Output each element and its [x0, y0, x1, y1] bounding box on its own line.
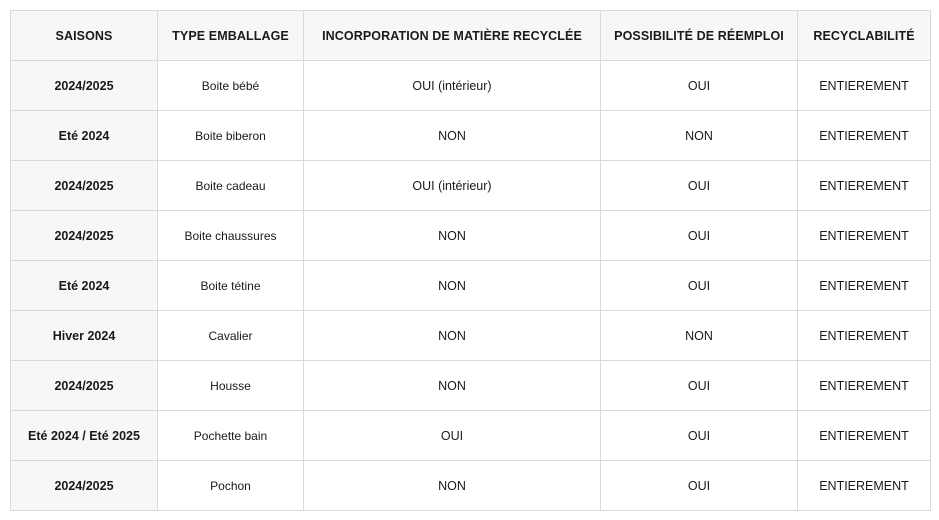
cell-reuse-possibility: OUI	[601, 361, 798, 411]
cell-season: Eté 2024	[11, 111, 158, 161]
cell-packaging-type: Boite bébé	[158, 61, 304, 111]
cell-packaging-type: Cavalier	[158, 311, 304, 361]
cell-recycled-material: NON	[304, 311, 601, 361]
table-row	[11, 311, 931, 361]
cell-season: 2024/2025	[11, 361, 158, 411]
cell-recyclability: ENTIEREMENT	[798, 211, 931, 261]
cell-recyclability: ENTIEREMENT	[798, 411, 931, 461]
cell-recyclability: ENTIEREMENT	[798, 261, 931, 311]
cell-recycled-material: OUI (intérieur)	[304, 161, 601, 211]
cell-reuse-possibility: OUI	[601, 61, 798, 111]
table-body	[11, 61, 931, 511]
cell-season: Eté 2024	[11, 261, 158, 311]
cell-recyclability: ENTIEREMENT	[798, 61, 931, 111]
header-recycled-material: INCORPORATION DE MATIÈRE RECYCLÉE	[304, 11, 601, 61]
cell-reuse-possibility: NON	[601, 111, 798, 161]
cell-packaging-type: Boite cadeau	[158, 161, 304, 211]
cell-season: 2024/2025	[11, 61, 158, 111]
cell-recycled-material: NON	[304, 261, 601, 311]
cell-reuse-possibility: OUI	[601, 161, 798, 211]
cell-recycled-material: OUI (intérieur)	[304, 61, 601, 111]
cell-reuse-possibility: OUI	[601, 211, 798, 261]
cell-recyclability: ENTIEREMENT	[798, 461, 931, 511]
cell-season: 2024/2025	[11, 211, 158, 261]
header-reuse-possibility: POSSIBILITÉ DE RÉEMPLOI	[601, 11, 798, 61]
cell-reuse-possibility: OUI	[601, 411, 798, 461]
packaging-table-container	[10, 10, 930, 511]
cell-packaging-type: Housse	[158, 361, 304, 411]
cell-reuse-possibility: NON	[601, 311, 798, 361]
table-row	[11, 261, 931, 311]
header-recyclability: RECYCLABILITÉ	[798, 11, 931, 61]
table-row	[11, 461, 931, 511]
table-row	[11, 111, 931, 161]
packaging-table	[10, 10, 931, 511]
table-header	[11, 11, 931, 61]
header-packaging-type: TYPE EMBALLAGE	[158, 11, 304, 61]
cell-recyclability: ENTIEREMENT	[798, 311, 931, 361]
cell-season: 2024/2025	[11, 461, 158, 511]
table-row	[11, 161, 931, 211]
cell-packaging-type: Boite chaussures	[158, 211, 304, 261]
cell-reuse-possibility: OUI	[601, 261, 798, 311]
table-row	[11, 361, 931, 411]
table-row	[11, 211, 931, 261]
cell-packaging-type: Pochette bain	[158, 411, 304, 461]
cell-recyclability: ENTIEREMENT	[798, 111, 931, 161]
cell-recycled-material: NON	[304, 461, 601, 511]
cell-recycled-material: NON	[304, 361, 601, 411]
table-row	[11, 61, 931, 111]
cell-recycled-material: NON	[304, 111, 601, 161]
cell-recycled-material: NON	[304, 211, 601, 261]
cell-packaging-type: Pochon	[158, 461, 304, 511]
header-seasons: SAISONS	[11, 11, 158, 61]
cell-recyclability: ENTIEREMENT	[798, 361, 931, 411]
cell-packaging-type: Boite biberon	[158, 111, 304, 161]
cell-season: Eté 2024 / Eté 2025	[11, 411, 158, 461]
cell-recyclability: ENTIEREMENT	[798, 161, 931, 211]
cell-reuse-possibility: OUI	[601, 461, 798, 511]
table-row	[11, 411, 931, 461]
cell-recycled-material: OUI	[304, 411, 601, 461]
header-row	[11, 11, 931, 61]
cell-season: Hiver 2024	[11, 311, 158, 361]
cell-season: 2024/2025	[11, 161, 158, 211]
cell-packaging-type: Boite tétine	[158, 261, 304, 311]
